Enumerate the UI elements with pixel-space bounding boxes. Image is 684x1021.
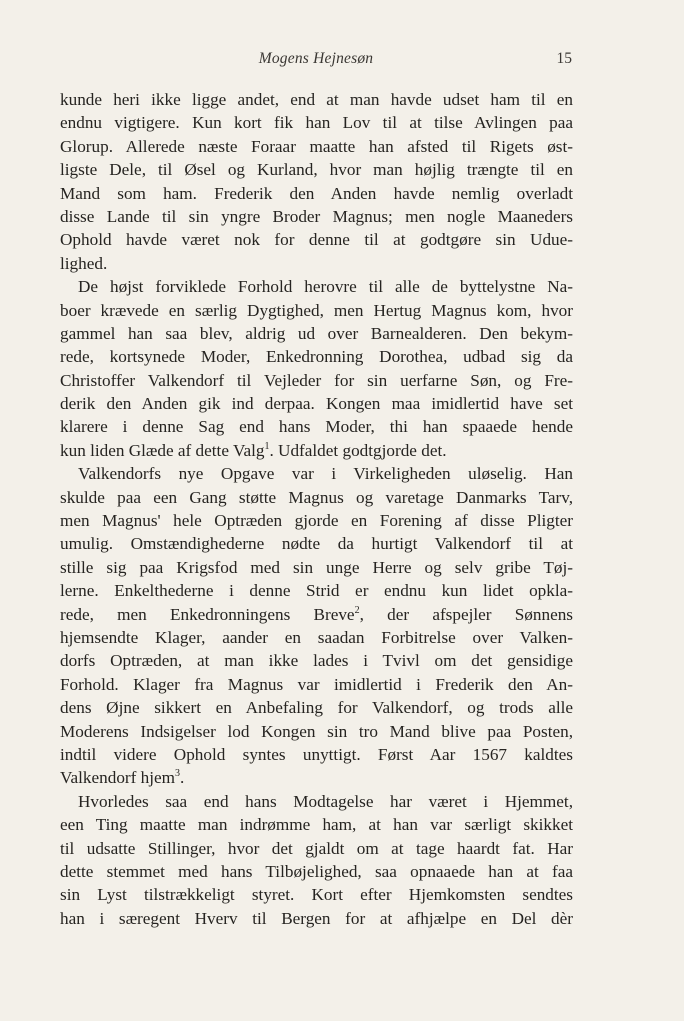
text-line: hjemsendte Klager, aander en saadan Forbitrelse over Valken- [60,627,573,647]
page-header [60,50,572,74]
text-line: lerne. Enkelthederne i denne Strid er endnu kun lidet opkla- [60,581,573,601]
text-line: indtil videre Ophold syntes unyttigt. Først Aar 1567 kaldtes [60,744,573,764]
text-line: endnu vigtigere. Kun kort fik han Lov til at tilse Avlingen paa [60,113,573,133]
running-title: Mogens Hejnesøn [258,50,374,67]
text-line: disse Lande til sin yngre Broder Magnus; men nogle Maaneders [60,206,573,226]
text-line: Ophold havde været nok for denne til at godtgøre sin Udue- [60,230,573,250]
text-line: ligste Dele, til Øsel og Kurland, hvor man højlig trængte til en [60,160,573,180]
text-line: Moderens Indsigelser lod Kongen sin tro Mand blive paa Posten, [60,721,573,741]
text-line: De højst forviklede Forhold herovre til alle de byttelystne Na- [78,277,573,297]
text-line: lighed. [60,253,108,273]
text-line: Forhold. Klager fra Magnus var imidlertid i Frederik den An- [60,674,573,694]
body-text [60,88,573,930]
text-line: umulig. Omstændighederne nødte da hurtigt Valkendorf til at [60,534,573,554]
text-line: Mand som ham. Frederik den Anden havde nemlig overladt [60,183,573,203]
text-line: dens Øjne sikkert en Anbefaling for Valkendorf, og trods alle [60,698,573,718]
text-line: til udsatte Stillinger, hvor det gjaldt om at tage haardt fat. Har [60,838,573,858]
text-line: dorfs Optræden, at man ikke lades i Tvivl om det gensidige [60,651,573,671]
text-line: han i særegent Hverv til Bergen for at afhjælpe en Del dèr [60,908,573,928]
text-line: Valkendorfs nye Opgave var i Virkeligheden uløselig. Han [78,464,573,484]
text-line: een Ting maatte man indrømme ham, at han var særligt skikket [60,815,573,835]
text-line: Christoffer Valkendorf til Vejleder for sin uerfarne Søn, og Fre- [60,370,573,390]
text-line: gammel han saa blev, aldrig ud over Barnealderen. Den bekym- [60,323,573,343]
text-line: klarere i denne Sag end hans Moder, thi han spaaede hende [60,417,573,437]
text-line: rede, men Enkedronningens Breve$^2$, der afspejler Sønnens [60,604,573,624]
page-number: 15 [556,50,572,67]
footnote-ref[interactable]: 2 [354,604,360,616]
text-line: Glorup. Allerede næste Foraar maatte han afsted til Rigets øst- [60,136,573,156]
text-line: boer krævede en særlig Dygtighed, men Hertug Magnus kom, hvor [60,300,573,320]
text-line: rede, kortsynede Moder, Enkedronning Dorothea, udbad sig da [60,347,573,367]
text-line: kunde heri ikke ligge andet, end at man havde udset ham til en [60,90,573,109]
text-line: Valkendorf hjem$^3$. [60,768,185,788]
footnote-ref[interactable]: 1 [264,440,270,452]
text-line: Hvorledes saa end hans Modtagelse har været i Hjemmet, [78,791,573,811]
text-line: sin Lyst tilstrækkeligt styret. Kort efter Hjemkomsten sendtes [60,885,573,905]
footnote-ref[interactable]: 3 [175,768,181,780]
text-line: derik den Anden gik ind derpaa. Kongen maa imidlertid have set [60,394,573,414]
text-line: men Magnus' hele Optræden gjorde en Forening af disse Pligter [60,511,573,531]
text-line: stille sig paa Krigsfod med sin unge Herre og selv gribe Tøj- [60,557,573,577]
text-line: skulde paa een Gang støtte Magnus og varetage Danmarks Tarv, [60,487,573,507]
text-line: dette stemmet med hans Tilbøjelighed, saa opnaaede han at faa [60,861,573,881]
text-line: kun liden Glæde af dette Valg$^1$. Udfaldet godtgjorde det. [60,440,447,460]
